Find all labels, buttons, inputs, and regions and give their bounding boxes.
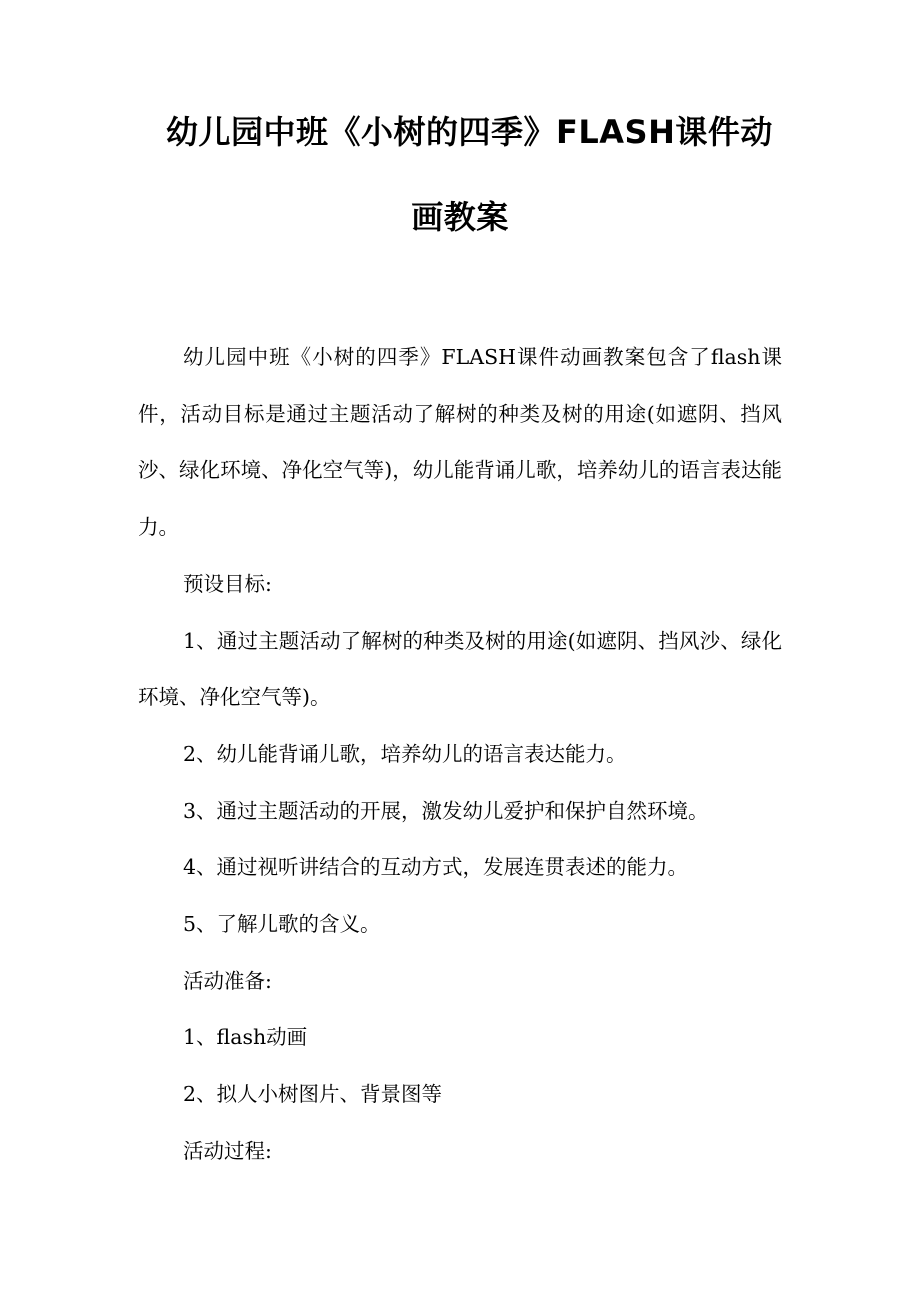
section-heading-preparation: 活动准备:: [183, 968, 272, 993]
preparation-item-2: 2、拟人小树图片、背景图等: [183, 1082, 443, 1107]
goal-item-2: 2、幼儿能背诵儿歌，培养幼儿的语言表达能力。: [183, 741, 627, 766]
goal-item-3: 3、通过主题活动的开展，激发幼儿爱护和保护自然环境。: [183, 798, 709, 823]
document-title-line-2: 画教案: [411, 198, 509, 236]
goal-item-1: 1、通过主题活动了解树的种类及树的用途(如遮阴、挡风沙、绿化环境、净化空气等)。: [138, 628, 782, 710]
section-heading-process: 活动过程:: [183, 1138, 272, 1163]
goal-item-4: 4、通过视听讲结合的互动方式，发展连贯表述的能力。: [183, 855, 689, 880]
preparation-item-1: 1、flash动画: [183, 1025, 308, 1050]
section-heading-goals: 预设目标:: [183, 571, 272, 596]
goal-item-5: 5、了解儿歌的含义。: [183, 912, 381, 937]
intro-paragraph: 幼儿园中班《小树的四季》FLASH课件动画教案包含了flash课件，活动目标是通过主题活动了解树的种类及树的用途(如遮阴、挡风沙、绿化环境、净化空气等)，幼儿能背诵儿歌，培养幼儿的语言表达能力。: [138, 345, 782, 540]
document-title-line-1: 幼儿园中班《小树的四季》FLASH课件动: [166, 113, 773, 151]
document-body: [138, 329, 782, 1180]
